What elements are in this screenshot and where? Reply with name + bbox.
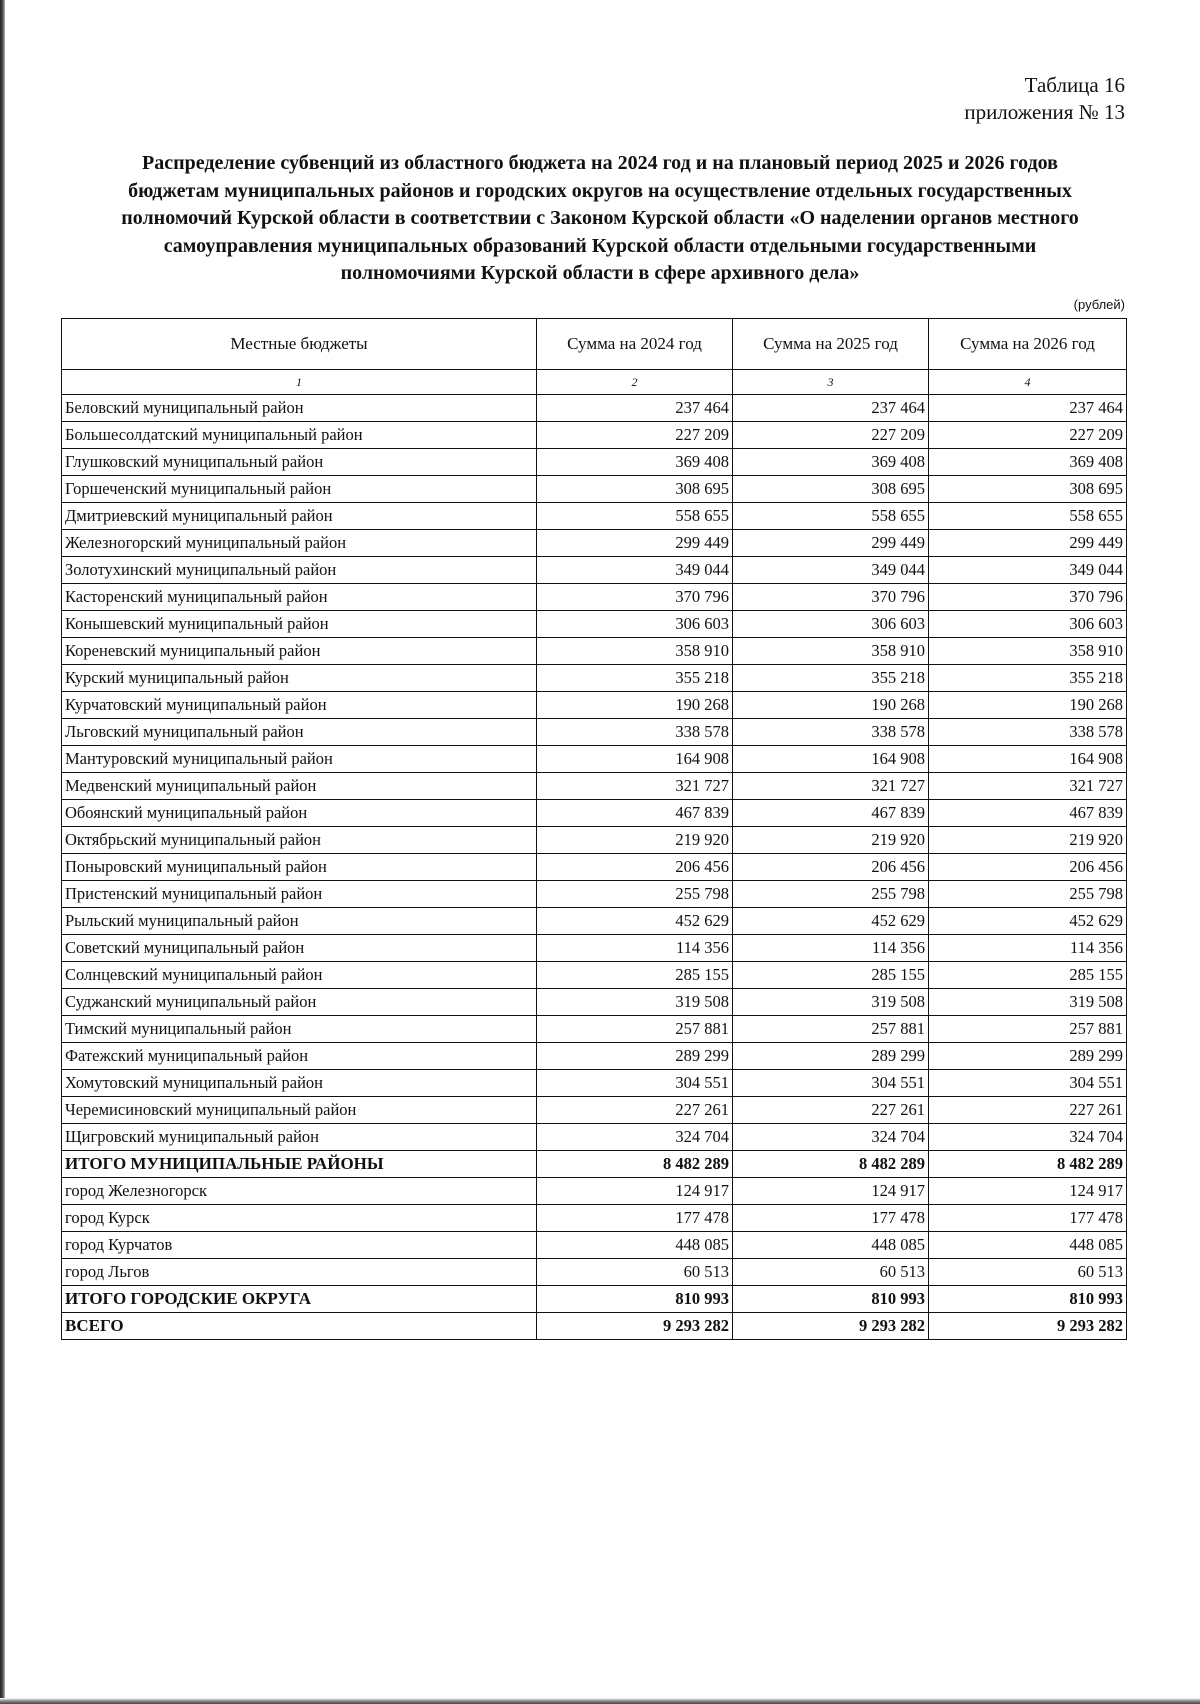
sum-2024-cell: 227 209 — [537, 422, 733, 449]
sum-2025-cell: 289 299 — [733, 1043, 929, 1070]
budget-name-cell: Черемисиновский муниципальный район — [62, 1097, 537, 1124]
district-row — [62, 989, 1127, 1016]
budget-name-cell: Глушковский муниципальный район — [62, 449, 537, 476]
header-sum-2025: Сумма на 2025 год — [733, 319, 929, 370]
sum-2025-cell: 448 085 — [733, 1232, 929, 1259]
sum-2024-cell: 227 261 — [537, 1097, 733, 1124]
sum-2024-cell: 370 796 — [537, 584, 733, 611]
district-row — [62, 881, 1127, 908]
sum-2025-cell: 114 356 — [733, 935, 929, 962]
district-row — [62, 1016, 1127, 1043]
sum-2024-cell: 257 881 — [537, 1016, 733, 1043]
district-row — [62, 1124, 1127, 1151]
district-row — [62, 1097, 1127, 1124]
table-header-row — [62, 319, 1127, 370]
sum-2024-cell: 452 629 — [537, 908, 733, 935]
districts-total-row — [62, 1151, 1127, 1178]
table-reference — [964, 72, 1125, 126]
city-row — [62, 1259, 1127, 1286]
sum-2026-cell: 257 881 — [929, 1016, 1127, 1043]
budget-name-cell: Хомутовский муниципальный район — [62, 1070, 537, 1097]
sum-2025-cell: 8 482 289 — [733, 1151, 929, 1178]
sum-2025-cell: 299 449 — [733, 530, 929, 557]
sum-2024-cell: 355 218 — [537, 665, 733, 692]
city-row — [62, 1178, 1127, 1205]
budget-name-cell: Большесолдатский муниципальный район — [62, 422, 537, 449]
budget-name-cell: Беловский муниципальный район — [62, 395, 537, 422]
budget-name-cell: Дмитриевский муниципальный район — [62, 503, 537, 530]
sum-2026-cell: 308 695 — [929, 476, 1127, 503]
district-row — [62, 773, 1127, 800]
budget-name-cell: Золотухинский муниципальный район — [62, 557, 537, 584]
district-row — [62, 557, 1127, 584]
column-number: 4 — [929, 370, 1127, 395]
budget-name-cell: город Железногорск — [62, 1178, 537, 1205]
sum-2025-cell: 321 727 — [733, 773, 929, 800]
sum-2024-cell: 319 508 — [537, 989, 733, 1016]
budget-name-cell: Медвенский муниципальный район — [62, 773, 537, 800]
subventions-table — [61, 318, 1127, 1340]
sum-2024-cell: 467 839 — [537, 800, 733, 827]
district-row — [62, 1043, 1127, 1070]
sum-2024-cell: 255 798 — [537, 881, 733, 908]
district-row — [62, 908, 1127, 935]
title-line: полномочий Курской области в соответствии с Законом Курской области «О наделении органов местного — [121, 207, 1079, 229]
title-line: полномочиями Курской области в сфере архивного дела» — [340, 262, 860, 284]
budget-name-cell: Тимский муниципальный район — [62, 1016, 537, 1043]
district-row — [62, 449, 1127, 476]
budget-name-cell: Щигровский муниципальный район — [62, 1124, 537, 1151]
sum-2024-cell: 219 920 — [537, 827, 733, 854]
header-sum-2026: Сумма на 2026 год — [929, 319, 1127, 370]
budget-name-cell: Обоянский муниципальный район — [62, 800, 537, 827]
sum-2024-cell: 9 293 282 — [537, 1313, 733, 1340]
budget-name-cell: Мантуровский муниципальный район — [62, 746, 537, 773]
column-number: 2 — [537, 370, 733, 395]
district-row — [62, 503, 1127, 530]
budget-name-cell: Советский муниципальный район — [62, 935, 537, 962]
district-row — [62, 638, 1127, 665]
sum-2025-cell: 237 464 — [733, 395, 929, 422]
sum-2024-cell: 8 482 289 — [537, 1151, 733, 1178]
sum-2024-cell: 358 910 — [537, 638, 733, 665]
district-row — [62, 476, 1127, 503]
sum-2025-cell: 177 478 — [733, 1205, 929, 1232]
district-row — [62, 665, 1127, 692]
document-title — [60, 150, 1140, 288]
budget-name-cell: Фатежский муниципальный район — [62, 1043, 537, 1070]
sum-2024-cell: 369 408 — [537, 449, 733, 476]
city-row — [62, 1205, 1127, 1232]
city-row — [62, 1232, 1127, 1259]
sum-2024-cell: 304 551 — [537, 1070, 733, 1097]
sum-2026-cell: 810 993 — [929, 1286, 1127, 1313]
sum-2024-cell: 349 044 — [537, 557, 733, 584]
sum-2025-cell: 338 578 — [733, 719, 929, 746]
table-label: Таблица 16 — [1024, 73, 1125, 97]
budget-name-cell: Октябрьский муниципальный район — [62, 827, 537, 854]
appendix-label: приложения № 13 — [964, 100, 1125, 124]
sum-2025-cell: 370 796 — [733, 584, 929, 611]
sum-2024-cell: 114 356 — [537, 935, 733, 962]
sum-2026-cell: 338 578 — [929, 719, 1127, 746]
district-row — [62, 422, 1127, 449]
sum-2025-cell: 257 881 — [733, 1016, 929, 1043]
sum-2025-cell: 190 268 — [733, 692, 929, 719]
sum-2026-cell: 190 268 — [929, 692, 1127, 719]
sum-2025-cell: 558 655 — [733, 503, 929, 530]
budget-name-cell: город Льгов — [62, 1259, 537, 1286]
cities-total-row — [62, 1286, 1127, 1313]
sum-2025-cell: 358 910 — [733, 638, 929, 665]
budget-name-cell: Пристенский муниципальный район — [62, 881, 537, 908]
sum-2024-cell: 338 578 — [537, 719, 733, 746]
budget-name-cell: Курчатовский муниципальный район — [62, 692, 537, 719]
sum-2024-cell: 810 993 — [537, 1286, 733, 1313]
budget-name-cell: Льговский муниципальный район — [62, 719, 537, 746]
budget-name-cell: Кореневский муниципальный район — [62, 638, 537, 665]
sum-2024-cell: 237 464 — [537, 395, 733, 422]
sum-2026-cell: 237 464 — [929, 395, 1127, 422]
sum-2025-cell: 306 603 — [733, 611, 929, 638]
sum-2026-cell: 448 085 — [929, 1232, 1127, 1259]
sum-2026-cell: 319 508 — [929, 989, 1127, 1016]
budget-name-cell: Солнцевский муниципальный район — [62, 962, 537, 989]
budget-name-cell: ИТОГО ГОРОДСКИЕ ОКРУГА — [62, 1286, 537, 1313]
district-row — [62, 719, 1127, 746]
sum-2026-cell: 355 218 — [929, 665, 1127, 692]
sum-2025-cell: 164 908 — [733, 746, 929, 773]
sum-2024-cell: 190 268 — [537, 692, 733, 719]
sum-2024-cell: 308 695 — [537, 476, 733, 503]
sum-2026-cell: 227 209 — [929, 422, 1127, 449]
district-row — [62, 854, 1127, 881]
title-line: Распределение субвенций из областного бюджета на 2024 год и на плановый период 2025 и 2026 годов — [142, 152, 1058, 174]
sum-2026-cell: 369 408 — [929, 449, 1127, 476]
sum-2025-cell: 255 798 — [733, 881, 929, 908]
sum-2025-cell: 285 155 — [733, 962, 929, 989]
sum-2026-cell: 206 456 — [929, 854, 1127, 881]
budget-name-cell: Горшеченский муниципальный район — [62, 476, 537, 503]
district-row — [62, 746, 1127, 773]
district-row — [62, 584, 1127, 611]
sum-2026-cell: 370 796 — [929, 584, 1127, 611]
sum-2025-cell: 308 695 — [733, 476, 929, 503]
sum-2024-cell: 177 478 — [537, 1205, 733, 1232]
title-line: самоуправления муниципальных образований Курской области отдельными государственными — [163, 234, 1037, 257]
sum-2026-cell: 60 513 — [929, 1259, 1127, 1286]
budget-name-cell: Курский муниципальный район — [62, 665, 537, 692]
sum-2025-cell: 219 920 — [733, 827, 929, 854]
sum-2026-cell: 304 551 — [929, 1070, 1127, 1097]
header-local-budgets: Местные бюджеты — [62, 319, 537, 370]
grand-total-row — [62, 1313, 1127, 1340]
sum-2026-cell: 558 655 — [929, 503, 1127, 530]
district-row — [62, 611, 1127, 638]
sum-2025-cell: 467 839 — [733, 800, 929, 827]
sum-2026-cell: 124 917 — [929, 1178, 1127, 1205]
sum-2026-cell: 358 910 — [929, 638, 1127, 665]
sum-2026-cell: 227 261 — [929, 1097, 1127, 1124]
scan-edge-left — [0, 0, 5, 1704]
column-numbers-row — [62, 370, 1127, 395]
sum-2026-cell: 114 356 — [929, 935, 1127, 962]
sum-2024-cell: 448 085 — [537, 1232, 733, 1259]
budget-name-cell: город Курск — [62, 1205, 537, 1232]
sum-2025-cell: 227 261 — [733, 1097, 929, 1124]
sum-2025-cell: 227 209 — [733, 422, 929, 449]
sum-2026-cell: 9 293 282 — [929, 1313, 1127, 1340]
sum-2026-cell: 285 155 — [929, 962, 1127, 989]
district-row — [62, 935, 1127, 962]
budget-name-cell: Поныровский муниципальный район — [62, 854, 537, 881]
budget-name-cell: ВСЕГО — [62, 1313, 537, 1340]
district-row — [62, 827, 1127, 854]
budget-name-cell: ИТОГО МУНИЦИПАЛЬНЫЕ РАЙОНЫ — [62, 1151, 537, 1178]
sum-2026-cell: 219 920 — [929, 827, 1127, 854]
sum-2025-cell: 206 456 — [733, 854, 929, 881]
sum-2025-cell: 810 993 — [733, 1286, 929, 1313]
sum-2025-cell: 9 293 282 — [733, 1313, 929, 1340]
sum-2026-cell: 467 839 — [929, 800, 1127, 827]
budget-name-cell: Касторенский муниципальный район — [62, 584, 537, 611]
sum-2025-cell: 124 917 — [733, 1178, 929, 1205]
sum-2026-cell: 255 798 — [929, 881, 1127, 908]
title-line: бюджетам муниципальных районов и городских округов на осуществление отдельных государственных — [128, 179, 1072, 202]
sum-2024-cell: 306 603 — [537, 611, 733, 638]
sum-2026-cell: 299 449 — [929, 530, 1127, 557]
scan-edge-bottom — [0, 1698, 1200, 1704]
district-row — [62, 395, 1127, 422]
sum-2026-cell: 8 482 289 — [929, 1151, 1127, 1178]
header-sum-2024: Сумма на 2024 год — [537, 319, 733, 370]
district-row — [62, 530, 1127, 557]
sum-2024-cell: 164 908 — [537, 746, 733, 773]
sum-2025-cell: 304 551 — [733, 1070, 929, 1097]
budget-name-cell: Железногорский муниципальный район — [62, 530, 537, 557]
sum-2024-cell: 324 704 — [537, 1124, 733, 1151]
sum-2024-cell: 558 655 — [537, 503, 733, 530]
column-number: 3 — [733, 370, 929, 395]
budget-name-cell: город Курчатов — [62, 1232, 537, 1259]
district-row — [62, 800, 1127, 827]
sum-2024-cell: 124 917 — [537, 1178, 733, 1205]
budget-name-cell: Рыльский муниципальный район — [62, 908, 537, 935]
column-number: 1 — [62, 370, 537, 395]
sum-2026-cell: 177 478 — [929, 1205, 1127, 1232]
sum-2026-cell: 452 629 — [929, 908, 1127, 935]
sum-2025-cell: 355 218 — [733, 665, 929, 692]
sum-2025-cell: 349 044 — [733, 557, 929, 584]
sum-2024-cell: 285 155 — [537, 962, 733, 989]
sum-2024-cell: 299 449 — [537, 530, 733, 557]
district-row — [62, 962, 1127, 989]
sum-2026-cell: 306 603 — [929, 611, 1127, 638]
sum-2024-cell: 60 513 — [537, 1259, 733, 1286]
sum-2025-cell: 319 508 — [733, 989, 929, 1016]
budget-name-cell: Суджанский муниципальный район — [62, 989, 537, 1016]
units-label: (рублей) — [1073, 297, 1125, 312]
sum-2026-cell: 289 299 — [929, 1043, 1127, 1070]
sum-2026-cell: 321 727 — [929, 773, 1127, 800]
sum-2025-cell: 369 408 — [733, 449, 929, 476]
budget-name-cell: Конышевский муниципальный район — [62, 611, 537, 638]
sum-2026-cell: 324 704 — [929, 1124, 1127, 1151]
district-row — [62, 692, 1127, 719]
sum-2025-cell: 324 704 — [733, 1124, 929, 1151]
sum-2024-cell: 289 299 — [537, 1043, 733, 1070]
sum-2024-cell: 321 727 — [537, 773, 733, 800]
sum-2024-cell: 206 456 — [537, 854, 733, 881]
sum-2025-cell: 60 513 — [733, 1259, 929, 1286]
district-row — [62, 1070, 1127, 1097]
sum-2025-cell: 452 629 — [733, 908, 929, 935]
sum-2026-cell: 164 908 — [929, 746, 1127, 773]
sum-2026-cell: 349 044 — [929, 557, 1127, 584]
